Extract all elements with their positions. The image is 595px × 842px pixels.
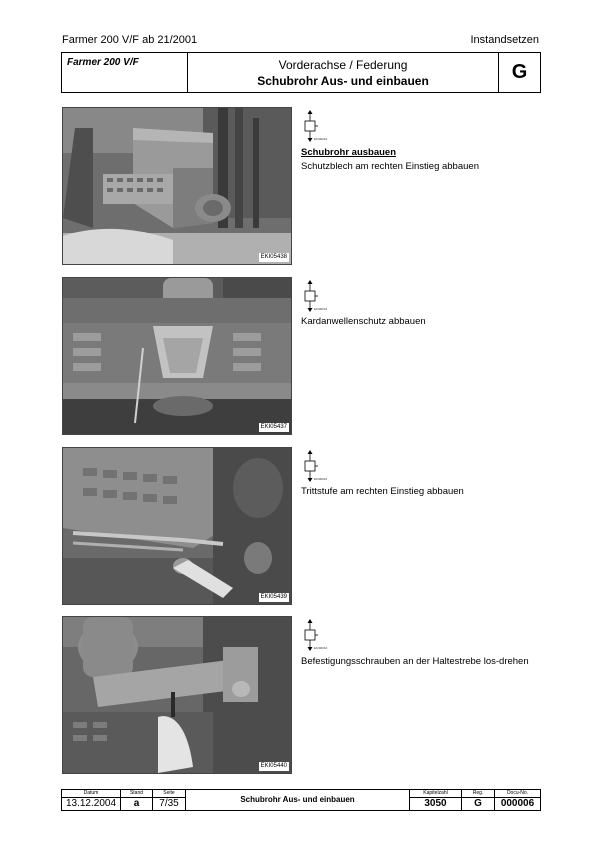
footer-docu-label: Docu-No. (495, 790, 540, 798)
footer-stand-label: Stand (121, 790, 152, 798)
step-3-text: Trittstufe am rechten Einstieg abbauen (301, 486, 464, 497)
photo-step-4-image (63, 617, 291, 773)
page-title: Schubrohr Aus- und einbauen (257, 74, 429, 88)
footer-reg (462, 790, 495, 810)
header-box (61, 52, 541, 93)
footer-kapitel-label: Kapitelzahl (410, 790, 461, 798)
footer-reg-value: G (474, 798, 482, 809)
footer-stand-value: a (133, 798, 140, 809)
footer-title-text: Schubrohr Aus- und einbauen (240, 795, 355, 804)
icon-code: EKI00016 (314, 646, 328, 650)
photo-step-1-image (63, 108, 291, 264)
footer-kapitel-value: 3050 (424, 798, 447, 809)
icon-code: EKI00016 (314, 307, 328, 311)
icon-code: EKI00016 (314, 477, 328, 481)
footer-seite (153, 790, 186, 810)
header-section: Vorderachse / Federung (278, 58, 408, 72)
photo-code: EKI05438 (260, 254, 287, 260)
photo-step-2-image (63, 278, 291, 434)
footer-docu-value: 000006 (500, 798, 535, 809)
step-1-heading: Schubrohr ausbauen (301, 147, 397, 158)
photo-code: EKI05437 (260, 424, 287, 430)
footer-stand (121, 790, 153, 810)
footer-docu (495, 790, 540, 810)
step-4-text: Befestigungsschrauben an der Haltestrebe los-drehen (301, 656, 529, 667)
step-2-text: Kardanwellenschutz abbauen (301, 316, 426, 327)
footer-title (186, 790, 410, 810)
photo-code: EKI05440 (260, 763, 287, 769)
step-1-text: Schutzblech am rechten Einstieg abbauen (301, 161, 479, 172)
photo-step-1 (62, 107, 292, 265)
document-category: Instandsetzen (470, 34, 539, 46)
icon-code: EKI00016 (314, 137, 328, 141)
header-model: Farmer 200 V/F (62, 53, 188, 92)
footer-datum-value: 13.12.2004 (65, 798, 117, 809)
header-title-block (188, 53, 498, 92)
photo-step-4 (62, 616, 292, 774)
document-model-line: Farmer 200 V/F ab 21/2001 (62, 34, 198, 46)
footer-reg-label: Reg. (462, 790, 494, 798)
footer-datum (62, 790, 121, 810)
footer-kapitel (410, 790, 462, 810)
photo-step-3 (62, 447, 292, 605)
photo-step-2 (62, 277, 292, 435)
footer-datum-label: Datum (62, 790, 120, 798)
header-register-letter: G (498, 53, 540, 92)
footer-seite-value: 7/35 (159, 798, 179, 809)
footer-seite-label: Seite (153, 790, 185, 798)
footer-table (61, 789, 541, 811)
photo-code: EKI05439 (260, 594, 287, 600)
photo-step-3-image (63, 448, 291, 604)
